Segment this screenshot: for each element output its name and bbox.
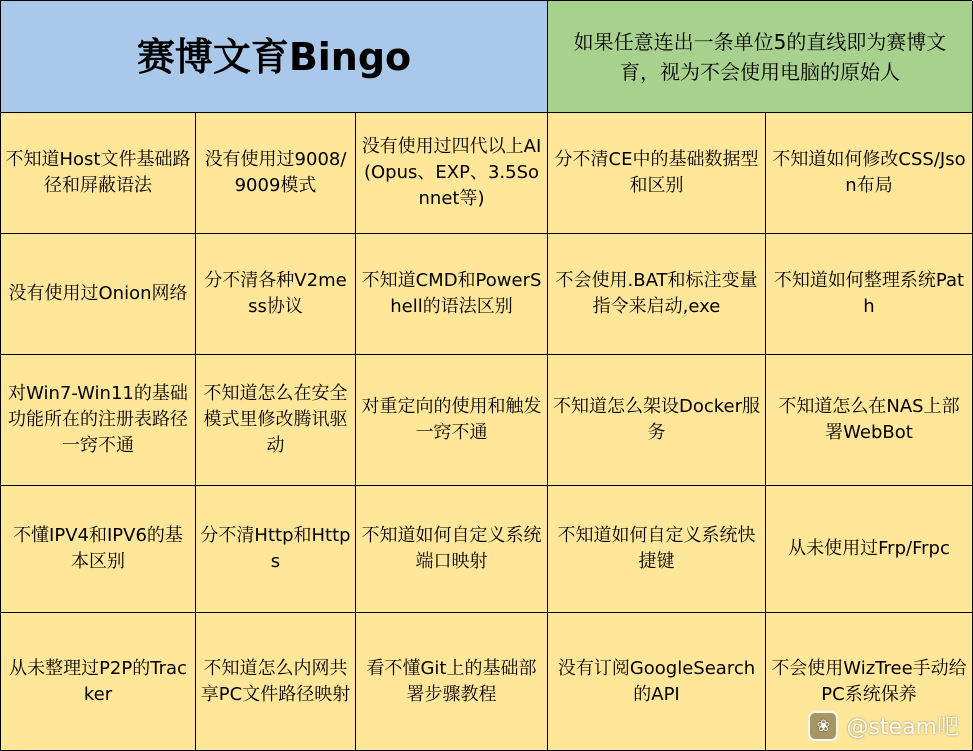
bingo-cell: 不知道Host文件基础路径和屏蔽语法 xyxy=(1,113,196,234)
bingo-cell: 不知道CMD和PowerShell的语法区别 xyxy=(356,234,548,355)
bingo-cell: 从未使用过Frp/Frpc xyxy=(766,486,973,613)
bingo-cell: 分不清CE中的基础数据型和区别 xyxy=(548,113,766,234)
bingo-cell: 不知道如何自定义系统快捷键 xyxy=(548,486,766,613)
bingo-cell: 没有使用过Onion网络 xyxy=(1,234,196,355)
bingo-cell: 没有使用过9008/9009模式 xyxy=(196,113,356,234)
board-title: 赛博文育Bingo xyxy=(1,1,548,113)
bingo-cell: 不知道如何整理系统Path xyxy=(766,234,973,355)
bingo-cell: 对重定向的使用和触发一窍不通 xyxy=(356,355,548,486)
board-rule: 如果任意连出一条单位5的直线即为赛博文育，视为不会使用电脑的原始人 xyxy=(548,1,973,113)
watermark-text: @steam吧 xyxy=(846,715,959,740)
watermark xyxy=(808,710,959,741)
bingo-cell: 不会使用WizTree手动给PC系统保养 xyxy=(766,613,973,751)
bingo-cell: 不懂IPV4和IPV6的基本区别 xyxy=(1,486,196,613)
bingo-cell: 不会使用.BAT和标注变量指令来启动,exe xyxy=(548,234,766,355)
bingo-cell: 不知道怎么内网共享PC文件路径映射 xyxy=(196,613,356,751)
bingo-cell: 没有订阅GoogleSearch的API xyxy=(548,613,766,751)
bingo-cell: 不知道怎么架设Docker服务 xyxy=(548,355,766,486)
bingo-cell: 看不懂Git上的基础部署步骤教程 xyxy=(356,613,548,751)
tieba-paw-icon: ❀ xyxy=(808,711,838,741)
bingo-cell: 没有使用过四代以上AI(Opus、EXP、3.5Sonnet等) xyxy=(356,113,548,234)
bingo-cell: 分不清Http和Https xyxy=(196,486,356,613)
bingo-cell: 不知道怎么在NAS上部署WebBot xyxy=(766,355,973,486)
bingo-cell: 从未整理过P2P的Tracker xyxy=(1,613,196,751)
bingo-cell: 不知道如何自定义系统端口映射 xyxy=(356,486,548,613)
bingo-cell: 不知道如何修改CSS/Json布局 xyxy=(766,113,973,234)
bingo-cell: 不知道怎么在安全模式里修改腾讯驱动 xyxy=(196,355,356,486)
bingo-cell: 分不清各种V2mess协议 xyxy=(196,234,356,355)
bingo-cell: 对Win7-Win11的基础功能所在的注册表路径一窍不通 xyxy=(1,355,196,486)
